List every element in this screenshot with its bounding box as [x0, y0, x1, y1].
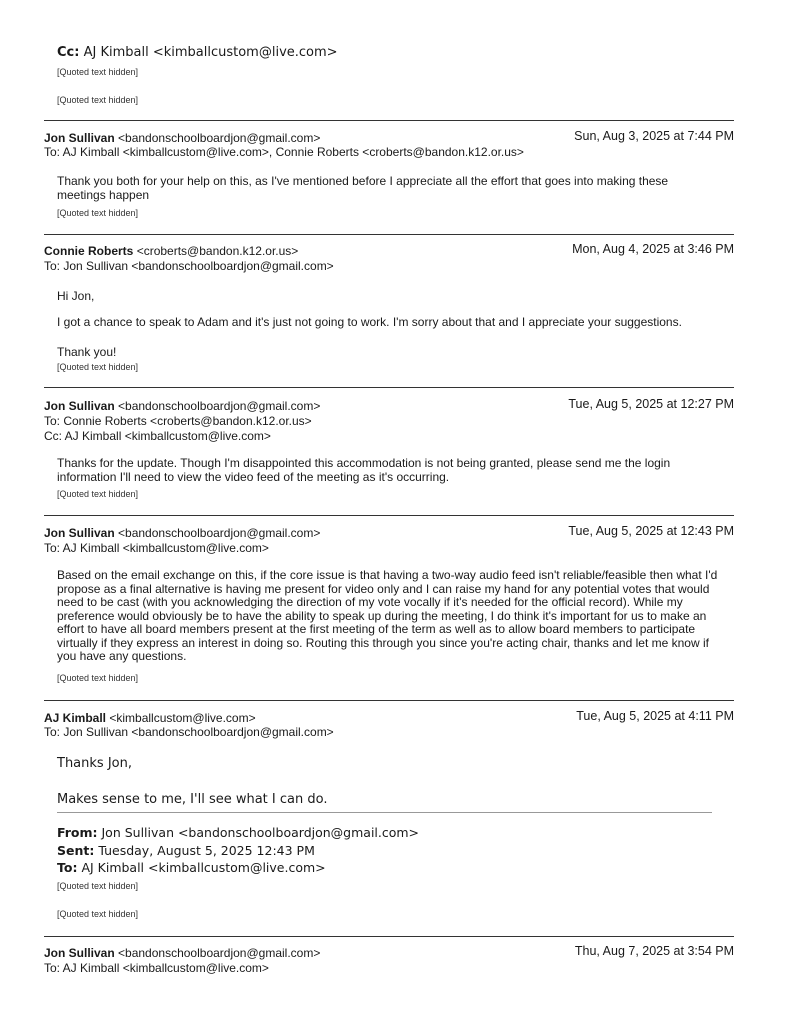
- message-sender: [44, 526, 320, 540]
- message-divider: [44, 120, 734, 121]
- quoted-text-hidden[interactable]: [Quoted text hidden]: [57, 362, 139, 372]
- forward-sent-label: Sent:: [57, 843, 95, 858]
- forward-from-label: From:: [57, 825, 98, 840]
- sender-email: <bandonschoolboardjon@gmail.com>: [118, 131, 321, 145]
- message-body: I got a chance to speak to Adam and it's just not going to work. I'm sorry about that and I appreciate your suggestions.: [57, 315, 682, 329]
- forward-to-line: [57, 860, 326, 875]
- message-recipients: To: AJ Kimball <kimballcustom@live.com>: [44, 961, 269, 975]
- message-body: Thanks for the update. Though I'm disappointed this accommodation is not being granted, please send me the login information I'll need to view the video feed of the meeting as it's occurring.: [57, 456, 671, 484]
- message-recipients: To: Jon Sullivan <bandonschoolboardjon@gmail.com>: [44, 725, 334, 739]
- forward-sent-value: Tuesday, August 5, 2025 12:43 PM: [98, 843, 315, 858]
- forward-to-label: To:: [57, 860, 78, 875]
- sender-email: <bandonschoolboardjon@gmail.com>: [118, 526, 321, 540]
- message-recipients: To: AJ Kimball <kimballcustom@live.com>, Connie Roberts <croberts@bandon.k12.or.us>: [44, 145, 524, 159]
- message-recipients: To: Jon Sullivan <bandonschoolboardjon@gmail.com>: [44, 259, 334, 273]
- quoted-text-hidden[interactable]: [Quoted text hidden]: [57, 881, 139, 891]
- message-greeting: Thanks Jon,: [57, 756, 132, 771]
- quoted-text-hidden[interactable]: [Quoted text hidden]: [57, 489, 139, 499]
- forward-divider: [57, 812, 712, 813]
- forward-from-line: [57, 825, 419, 840]
- sender-name: Jon Sullivan: [44, 946, 115, 960]
- sender-name: AJ Kimball: [44, 711, 107, 725]
- quoted-text-hidden[interactable]: [Quoted text hidden]: [57, 95, 139, 105]
- sender-email: <bandonschoolboardjon@gmail.com>: [118, 399, 321, 413]
- sender-email: <croberts@bandon.k12.or.us>: [136, 244, 299, 258]
- message-body: Based on the email exchange on this, if the core issue is that having a two-way audio feed isn't reliable/feasible then what I'd propose as a final alternative is having me present for video only and I can raise my hand for any potential votes that would need to be cast (with you acknowledging the direction of my vote vocally if it's needed for the official record). While my preference would obviously be to have the ability to speak up during the meeting, I do think it's important for us to make an effort to have all board members present at the first meeting of the term as well as to allow board members to participate virtually if they express an interest in doing so. Routing this through you since you're acting chair, thanks and let me know if you have any questions.: [57, 568, 718, 663]
- forward-from-value: Jon Sullivan <bandonschoolboardjon@gmail.com>: [101, 825, 420, 840]
- message-date: Tue, Aug 5, 2025 at 4:11 PM: [576, 709, 734, 723]
- message-sender: [44, 244, 298, 258]
- message-date: Thu, Aug 7, 2025 at 3:54 PM: [574, 944, 734, 958]
- message-greeting: Hi Jon,: [57, 289, 95, 303]
- cc-value: AJ Kimball <kimballcustom@live.com>: [83, 45, 338, 60]
- message-divider: [44, 387, 734, 388]
- message-sender: [44, 946, 320, 960]
- sender-name: Jon Sullivan: [44, 131, 115, 145]
- cc-label: Cc:: [57, 45, 80, 60]
- message-divider: [44, 515, 734, 516]
- sender-name: Jon Sullivan: [44, 526, 115, 540]
- sender-email: <kimballcustom@live.com>: [109, 711, 256, 725]
- forward-sent-line: [57, 843, 315, 858]
- message-sender: [44, 711, 256, 725]
- sender-email: <bandonschoolboardjon@gmail.com>: [118, 946, 321, 960]
- message-divider: [44, 234, 734, 235]
- top-cc-line: [57, 45, 338, 60]
- message-body: Thank you both for your help on this, as I've mentioned before I appreciate all the effort that goes into making these meetings happen: [57, 174, 669, 202]
- message-divider: [44, 936, 734, 937]
- message-date: Sun, Aug 3, 2025 at 7:44 PM: [574, 129, 734, 143]
- message-cc: Cc: AJ Kimball <kimballcustom@live.com>: [44, 429, 271, 443]
- message-date: Mon, Aug 4, 2025 at 3:46 PM: [572, 242, 734, 256]
- quoted-text-hidden[interactable]: [Quoted text hidden]: [57, 67, 139, 77]
- message-closing: Thank you!: [57, 345, 117, 359]
- quoted-text-hidden[interactable]: [Quoted text hidden]: [57, 673, 139, 683]
- quoted-text-hidden[interactable]: [Quoted text hidden]: [57, 208, 139, 218]
- message-body: Makes sense to me, I'll see what I can do.: [57, 792, 328, 807]
- message-sender: [44, 399, 320, 413]
- sender-name: Connie Roberts: [44, 244, 134, 258]
- forward-to-value: AJ Kimball <kimballcustom@live.com>: [81, 860, 326, 875]
- message-sender: [44, 131, 320, 145]
- message-divider: [44, 700, 734, 701]
- sender-name: Jon Sullivan: [44, 399, 115, 413]
- message-recipients: To: AJ Kimball <kimballcustom@live.com>: [44, 541, 269, 555]
- message-date: Tue, Aug 5, 2025 at 12:27 PM: [568, 397, 734, 411]
- message-recipients: To: Connie Roberts <croberts@bandon.k12.or.us>: [44, 414, 312, 428]
- message-date: Tue, Aug 5, 2025 at 12:43 PM: [568, 524, 734, 538]
- quoted-text-hidden[interactable]: [Quoted text hidden]: [57, 909, 139, 919]
